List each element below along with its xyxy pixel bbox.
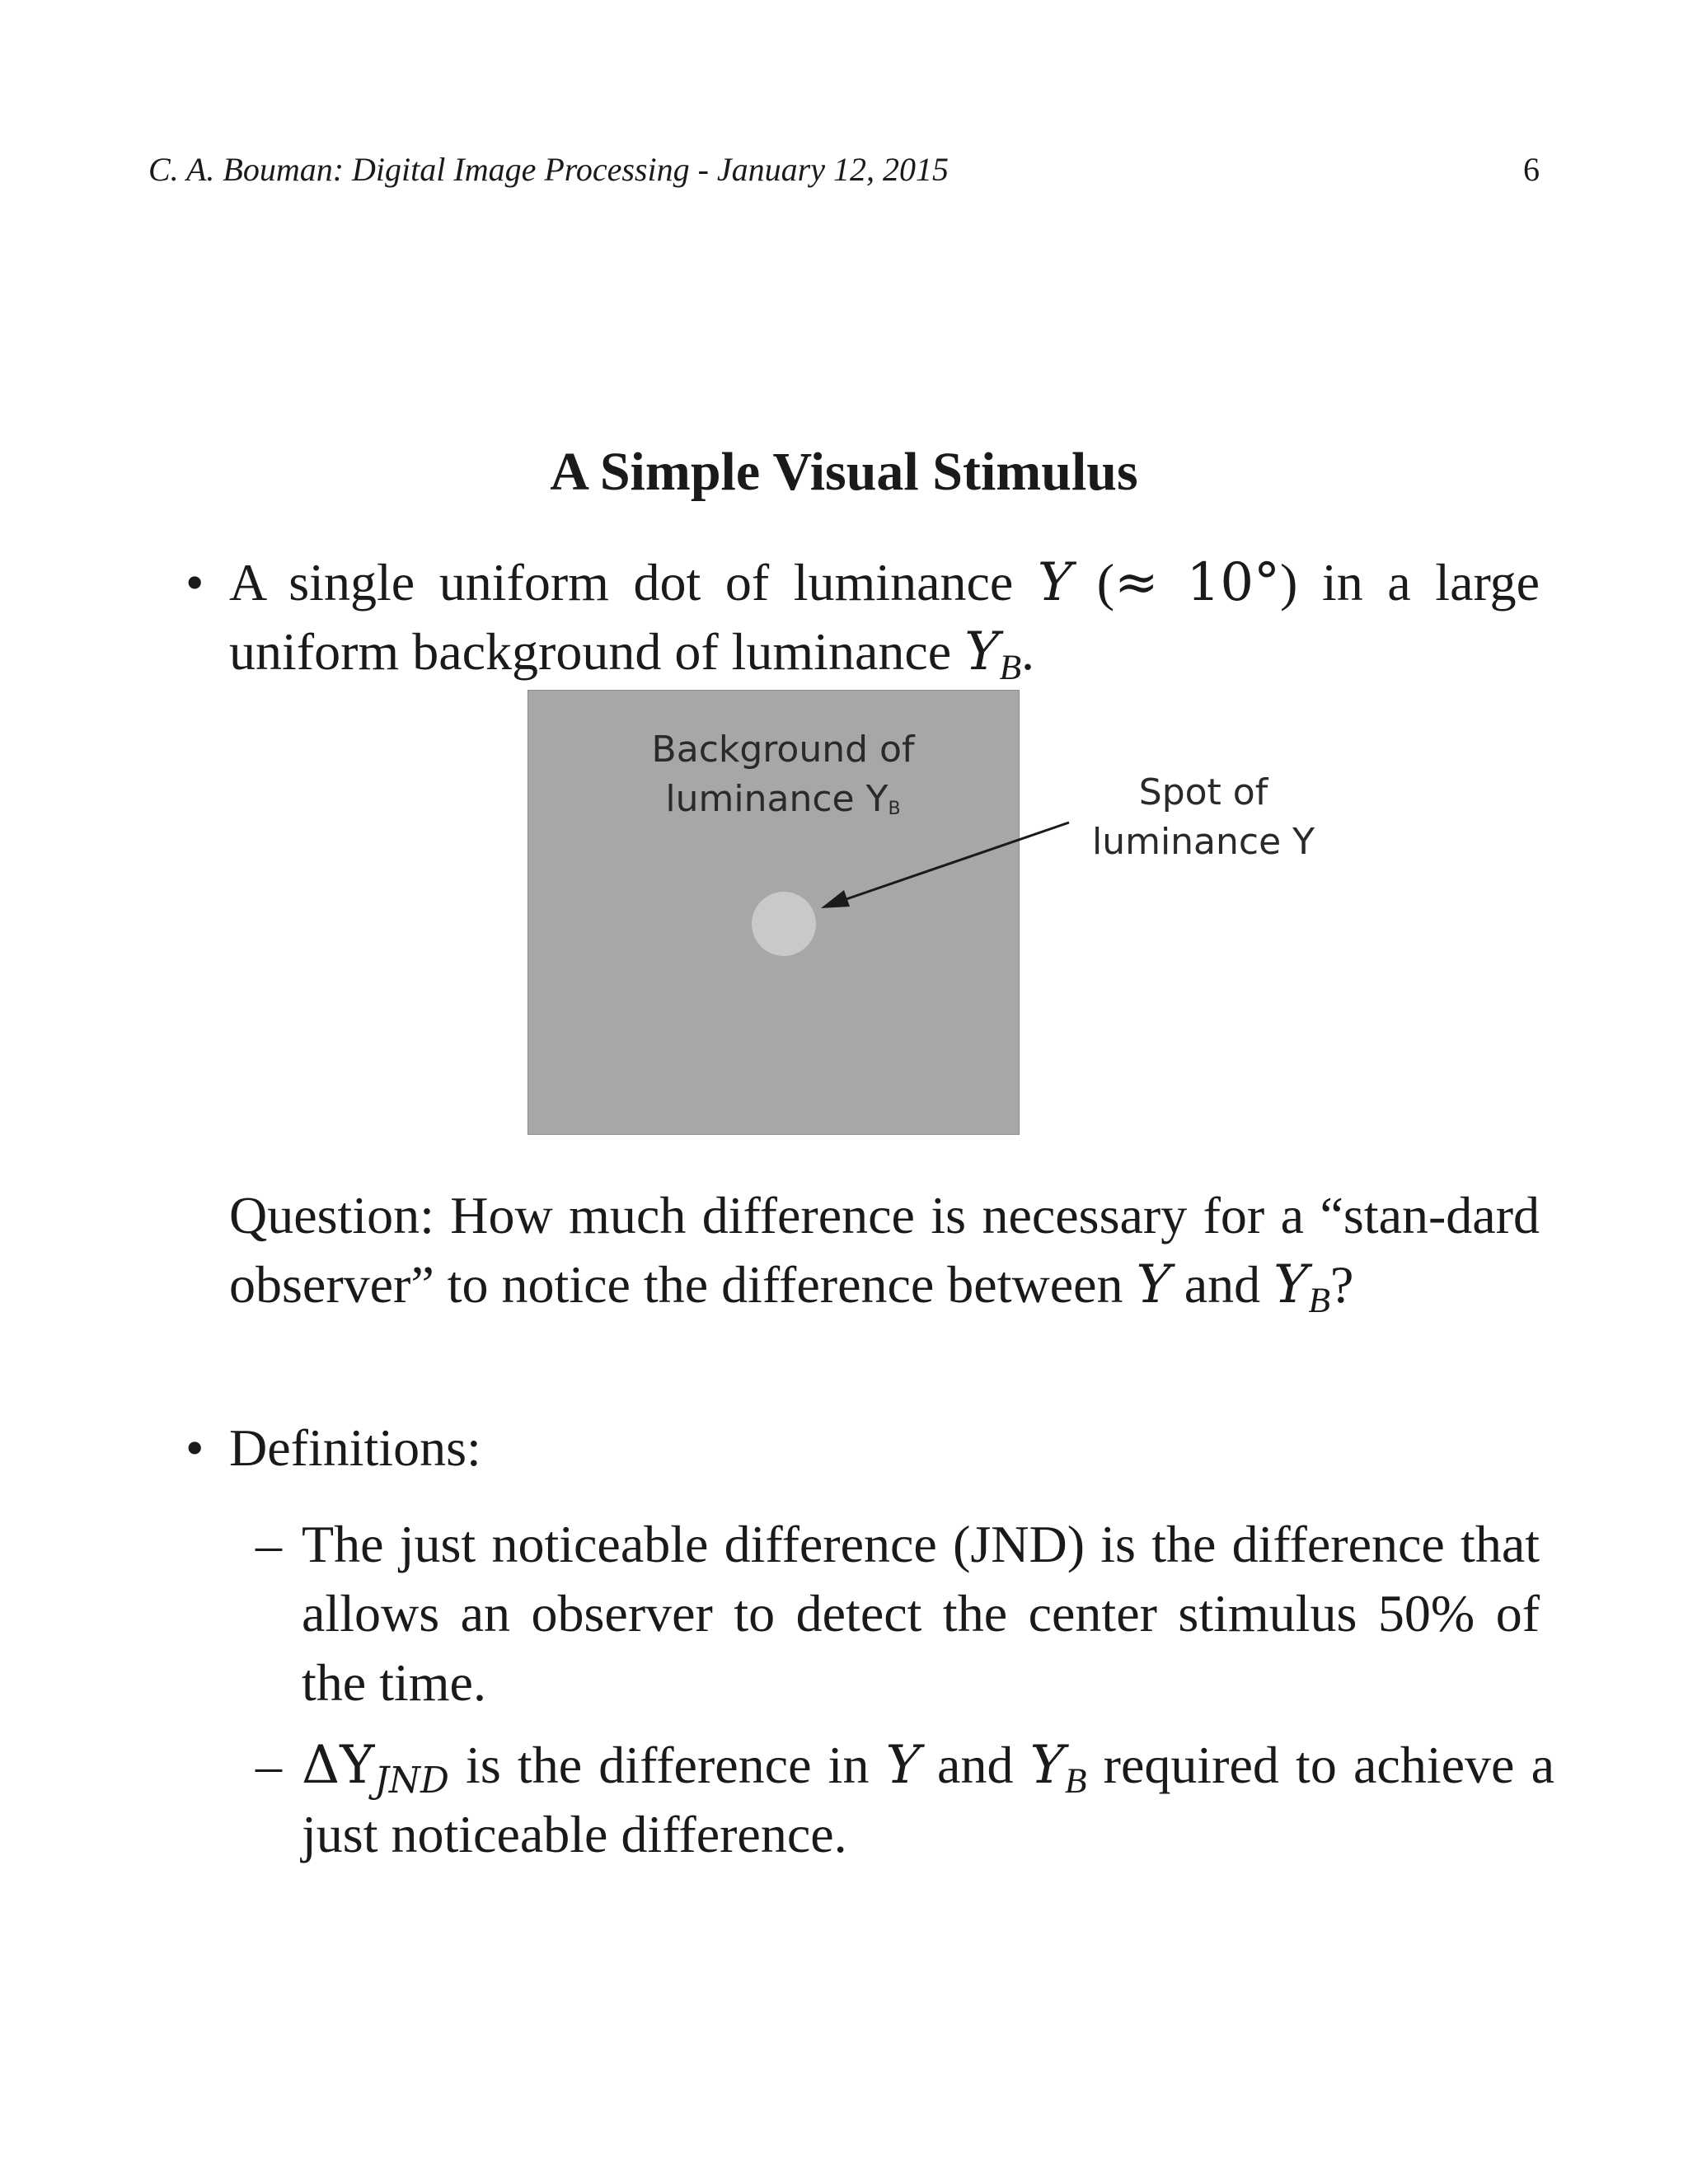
symbol-y: Y xyxy=(1037,552,1073,613)
delta-y-jnd-definition: $\Delta Y_{JND}$ is the difference in Y and $Y_B$ required to achieve a just noticeable difference. xyxy=(302,1735,1555,1863)
symbol-yb: Y xyxy=(1029,1735,1065,1796)
spot-label: Spot of luminance Y xyxy=(1091,771,1315,863)
delta-y-jnd-symbol: $\Delta Y_{JND}$ xyxy=(302,1735,449,1802)
symbol-y: Y xyxy=(885,1735,921,1796)
approx-angle: ≈ 10° xyxy=(1114,552,1281,613)
page-number: 6 xyxy=(1523,151,1540,188)
bullet-marker: • xyxy=(185,1418,204,1477)
jnd-definition: The just noticeable difference (JND) is the difference that allows an observer to detect the center stimulus 50% of the time. xyxy=(302,1515,1540,1712)
question-paragraph: Question: How much difference is necessary for a “stan-dard observer” to notice the difference between Y and $Y_B$? xyxy=(229,1186,1540,1321)
sub-bullet-marker: – xyxy=(256,1736,282,1794)
sub-bullet-marker: – xyxy=(256,1515,282,1573)
bullet-stimulus-description: A single uniform dot of luminance Y (≈ 10°) in a large uniform background of luminance $Y_B$. xyxy=(229,552,1540,688)
bullet-marker: • xyxy=(185,553,204,612)
symbol-yb: Y xyxy=(964,621,1000,682)
symbol-yb: Y xyxy=(1273,1254,1309,1315)
symbol-y: Y xyxy=(1136,1254,1171,1315)
slide-title: A Simple Visual Stimulus xyxy=(550,442,1138,502)
background-label: Background of luminance $Y_B$ xyxy=(651,729,915,820)
definitions-heading: Definitions: xyxy=(229,1418,481,1477)
running-header: C. A. Bouman: Digital Image Processing - January 12, 2015 xyxy=(148,151,949,188)
